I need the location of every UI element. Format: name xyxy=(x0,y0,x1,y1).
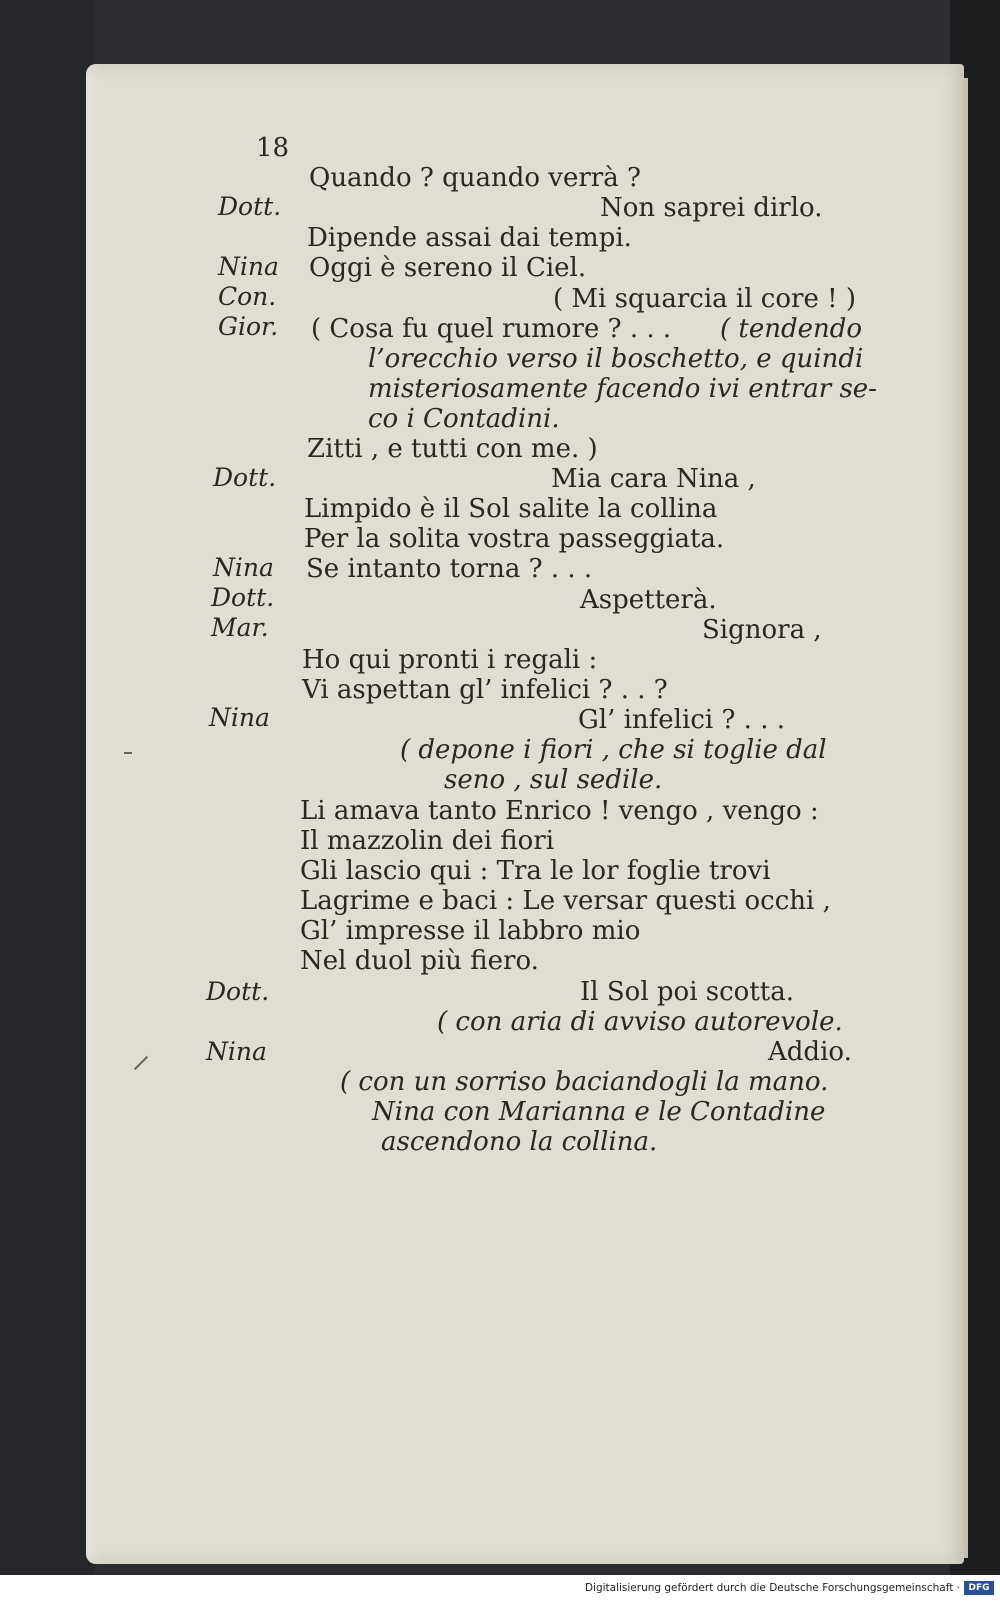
stage-direction: seno , sul sedile. xyxy=(444,765,663,795)
verse-line: Gli lascio qui : Tra le lor foglie trovi xyxy=(300,856,771,886)
verse-line: Signora , xyxy=(702,615,822,645)
stage-direction: ( depone i fiori , che si toglie dal xyxy=(400,735,827,765)
speaker-label: Dott. xyxy=(213,463,277,492)
verse-line: Aspetterà. xyxy=(580,585,717,615)
speaker-label: Dott. xyxy=(218,192,282,221)
verse-line: Non saprei dirlo. xyxy=(600,193,823,223)
verse-line: Oggi è sereno il Ciel. xyxy=(309,253,587,283)
verse-line: Nel duol più fiero. xyxy=(300,946,539,976)
stage-direction: co i Contadini. xyxy=(368,404,560,434)
speaker-label: Nina xyxy=(206,1037,267,1066)
margin-mark xyxy=(134,1056,148,1070)
speaker-label: Con. xyxy=(218,282,277,311)
margin-mark xyxy=(124,752,132,754)
speaker-label: Nina xyxy=(218,252,279,281)
stage-direction: misteriosamente facendo ivi entrar se- xyxy=(368,374,877,404)
stage-direction: ascendono la collina. xyxy=(381,1127,658,1157)
stage-direction: ( tendendo xyxy=(720,314,863,344)
verse-line: Il mazzolin dei fiori xyxy=(300,826,555,856)
verse-line: ( Mi squarcia il core ! ) xyxy=(553,284,856,314)
stage-direction: Nina con Marianna e le Contadine xyxy=(372,1097,826,1127)
verse-line: Zitti , e tutti con me. ) xyxy=(307,434,598,464)
stage-direction: ( con aria di avviso autorevole. xyxy=(437,1007,843,1037)
stage-direction: l’orecchio verso il boschetto, e quindi xyxy=(368,344,864,374)
verse-line: Dipende assai dai tempi. xyxy=(307,223,632,253)
dfg-logo: DFG xyxy=(964,1581,994,1595)
speaker-label: Nina xyxy=(209,703,270,732)
digitization-footer xyxy=(0,1575,1000,1602)
verse-line: Mia cara Nina , xyxy=(551,464,756,494)
speaker-label: Dott. xyxy=(206,977,270,1006)
verse-line: Addio. xyxy=(768,1037,852,1067)
speaker-label: Nina xyxy=(213,553,274,582)
verse-line: ( Cosa fu quel rumore ? . . . xyxy=(311,314,672,344)
verse-line: Per la solita vostra passeggiata. xyxy=(304,524,725,554)
page-number: 18 xyxy=(256,133,290,163)
verse-line: Gl’ impresse il labbro mio xyxy=(300,916,641,946)
verse-line: Vi aspettan gl’ infelici ? . . ? xyxy=(302,675,668,705)
verse-line: Il Sol poi scotta. xyxy=(580,977,794,1007)
verse-line: Gl’ infelici ? . . . xyxy=(578,705,785,735)
speaker-label: Mar. xyxy=(211,613,269,642)
footer-credit: Digitalisierung gefördert durch die Deutsche Forschungsgemeinschaft · xyxy=(584,1582,960,1594)
verse-line: Se intanto torna ? . . . xyxy=(306,554,593,584)
verse-line: Li amava tanto Enrico ! vengo , vengo : xyxy=(300,796,819,826)
verse-line: Lagrime e baci : Le versar questi occhi , xyxy=(300,886,831,916)
verse-line: Limpido è il Sol salite la collina xyxy=(304,494,718,524)
speaker-label: Dott. xyxy=(211,583,275,612)
verse-line: Quando ? quando verrà ? xyxy=(309,163,641,193)
speaker-label: Gior. xyxy=(218,312,279,341)
verse-line: Ho qui pronti i regali : xyxy=(302,645,598,675)
stage-direction: ( con un sorriso baciandogli la mano. xyxy=(340,1067,829,1097)
